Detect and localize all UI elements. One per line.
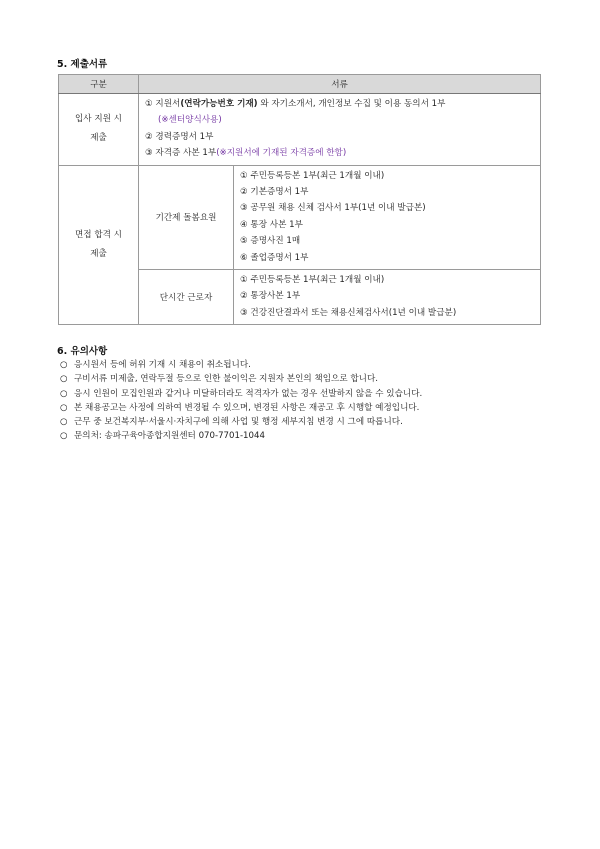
group-temp-caregiver: 기간제 돌봄요원 xyxy=(139,165,234,269)
notice-list xyxy=(60,358,422,444)
list-item: ○ 문의처: 송파구육아종합지원센터 070-7701-1044 xyxy=(60,429,422,443)
apply-category xyxy=(59,94,139,166)
apply-item-2: ② 경력증명서 1부 xyxy=(145,131,214,142)
group-part-time-worker-documents xyxy=(234,270,541,325)
list-item: ② 통장사본 1부 xyxy=(240,291,301,302)
pass-row-1 xyxy=(59,165,541,269)
list-item: ○ 응시 인원이 모집인원과 같거나 미달하더라도 적격자가 없는 경우 선발하지 않을 수 있습니다. xyxy=(60,387,422,401)
apply-documents xyxy=(139,94,541,166)
pass-category xyxy=(59,165,139,325)
group-temp-caregiver-documents xyxy=(234,165,541,269)
list-item: ③ 건강진단결과서 또는 채용신체검사서(1년 이내 발급분) xyxy=(240,307,457,318)
apply-item-1: ① 지원서(연락가능번호 기재) 와 자기소개서, 개인정보 수집 및 이용 동의서 1부 xyxy=(145,99,446,109)
list-item: ① 주민등록등본 1부(최근 1개월 이내) xyxy=(240,275,385,286)
apply-label-line2: 제출 xyxy=(90,133,107,144)
section6-title: 6. 유의사항 xyxy=(57,346,108,357)
group-part-time-worker: 단시간 근로자 xyxy=(139,270,234,325)
bullet-circle-icon: ○ xyxy=(60,402,68,413)
apply-label-line1: 입사 지원 시 xyxy=(75,114,122,125)
list-item: ○ 본 채용공고는 사정에 의하여 변경될 수 있으며, 변경된 사항은 재공고 후 시행할 예정입니다. xyxy=(60,401,422,415)
bullet-circle-icon: ○ xyxy=(60,417,68,428)
list-item: ④ 통장 사본 1부 xyxy=(240,219,303,230)
bullet-circle-icon: ○ xyxy=(60,388,68,399)
documents-table xyxy=(58,74,541,325)
pass-label-line1: 면접 합격 시 xyxy=(75,229,122,240)
bullet-circle-icon: ○ xyxy=(60,374,68,385)
list-item: ○ 구비서류 미제출, 연락두절 등으로 인한 불이익은 지원자 본인의 책임으로 합니다. xyxy=(60,372,422,386)
pass-label-line2: 제출 xyxy=(90,248,107,259)
list-item: ② 기본증명서 1부 xyxy=(240,187,309,198)
bullet-circle-icon: ○ xyxy=(60,431,68,442)
header-category: 구분 xyxy=(59,75,139,94)
list-item: ○ 근무 중 보건복지부·서울시·자치구에 의해 사업 및 행정 세부지침 변경 시 그에 따릅니다. xyxy=(60,415,422,429)
table-header-row xyxy=(59,75,541,94)
list-item: ○ 응시원서 등에 허위 기재 시 채용이 취소됩니다. xyxy=(60,358,422,372)
list-item: ⑥ 졸업증명서 1부 xyxy=(240,252,309,263)
apply-row xyxy=(59,94,541,166)
apply-item-3: ③ 자격증 사본 1부(※지원서에 기재된 자격증에 한함) xyxy=(145,148,347,159)
apply-item-1-note: (※센터양식사용) xyxy=(158,115,222,126)
bullet-circle-icon: ○ xyxy=(60,360,68,370)
list-item: ① 주민등록등본 1부(최근 1개월 이내) xyxy=(240,170,385,181)
section5-title: 5. 제출서류 xyxy=(57,59,108,70)
list-item: ③ 공무원 채용 신체 검사서 1부(1년 이내 발급본) xyxy=(240,203,426,214)
list-item: ⑤ 증명사진 1매 xyxy=(240,236,301,247)
header-documents: 서류 xyxy=(139,75,541,94)
